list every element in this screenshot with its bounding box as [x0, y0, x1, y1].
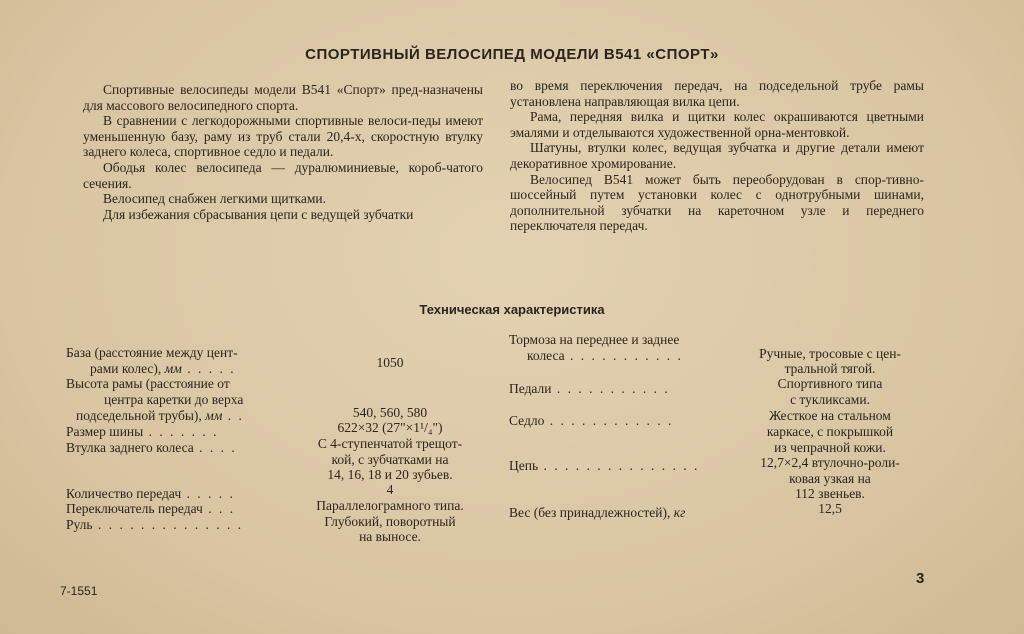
spec-brakes-label: Тормоза на переднее и заднее: [509, 332, 680, 347]
spec-chain-label: Цепь . . . . . . . . . . . . . . .: [509, 458, 700, 473]
spec-weight-label: Вес (без принадлежностей), кг: [509, 505, 686, 520]
spec-bar-label: Руль . . . . . . . . . . . . . .: [66, 517, 244, 532]
paragraph: во время переключения передач, на подседельной трубе рамы установлена направляющая вилка цепи.: [510, 78, 924, 109]
spec-gears-label: Количество передач . . . . .: [66, 486, 235, 501]
right-text-column: [510, 78, 924, 234]
page-number: 3: [916, 570, 925, 587]
paragraph: Велосипед снабжен легкими щитками.: [103, 191, 327, 207]
paragraph: Рама, передняя вилка и щитки колес окрашиваются цветными эмалями и отделываются художественной орна-ментовкой.: [510, 109, 924, 140]
spec-base-value: 1050: [376, 355, 404, 370]
specs-title: Техническая характеристика: [419, 302, 605, 317]
spec-chain-value-cont: ковая узкая на: [789, 471, 871, 486]
spec-chain-value: 12,7×2,4 втулочно-роли-: [760, 455, 900, 470]
spec-saddle-value: Жесткое на стальном: [769, 408, 891, 423]
spec-brakes-label-cont: колеса . . . . . . . . . . .: [527, 348, 683, 363]
spec-base-label: База (расстояние между цент-: [66, 345, 238, 360]
spec-frame-value: 540, 560, 580: [352, 405, 428, 420]
spec-saddle-value-cont: из чепрачной кожи.: [774, 440, 886, 455]
spec-brakes-value-cont: тральной тягой.: [784, 361, 876, 376]
paragraph: Велосипед В541 может быть переоборудован в спор-тивно-шоссейный путем установки колес с однотрубными шинами, дополнительной зубчатки на кареточном узле и переднего переключателя передач.: [510, 171, 924, 234]
spec-base-unit: мм: [164, 361, 182, 376]
spec-weight-unit: кг: [673, 505, 686, 520]
paragraph: Для избежания сбрасывания цепи с ведущей зубчатки: [103, 206, 414, 222]
spec-shifter-label: Переключатель передач . . .: [66, 501, 236, 516]
paragraph: Ободья колес велосипеда — дуралюминиевые, короб-чатого сечения.: [83, 159, 483, 191]
spec-saddle-value-cont: каркасе, с покрышкой: [766, 424, 894, 439]
spec-frame-label: Высота рамы (расстояние от: [66, 376, 230, 391]
page-title: СПОРТИВНЫЙ ВЕЛОСИПЕД МОДЕЛИ В541 «СПОРТ»: [305, 46, 719, 63]
print-code: 7-1551: [60, 584, 98, 598]
spec-bar-value-cont: на выносе.: [359, 529, 421, 544]
spec-pedals-value-cont: с тукликсами.: [790, 392, 870, 407]
spec-shifter-value: Параллелограмного типа.: [316, 498, 464, 513]
spec-frame-label-cont: подседельной трубы), мм . .: [76, 408, 244, 423]
spec-weight-value: 12,5: [818, 501, 842, 516]
spec-gears-value: 4: [386, 482, 394, 497]
paragraph: Спортивные велосипеды модели В541 «Спорт» пред-назначены для массового велосипедного спорта.: [83, 82, 483, 113]
paragraph: В сравнении с легкодорожными спортивные велоси-педы имеют уменьшенную базу, раму из труб стали 20,4-х, скоростную втулку заднего колеса, спортивное седло и педали.: [83, 113, 483, 160]
spec-frame-label-cont: центра каретки до верха: [104, 392, 244, 407]
spec-hub-value-cont: кой, с зубчатками на: [331, 452, 449, 467]
spec-tire-label: Размер шины . . . . . . .: [66, 424, 219, 439]
spec-brakes-value: Ручные, тросовые с цен-: [759, 346, 901, 361]
spec-bar-value: Глубокий, поворотный: [324, 514, 456, 529]
spec-saddle-label: Седло . . . . . . . . . . . .: [509, 413, 674, 428]
spec-hub-value: С 4-ступенчатой трещот-: [317, 436, 463, 451]
spec-frame-unit: мм: [205, 408, 223, 423]
spec-tire-value: 622×32 (27"×1¹/₄"): [337, 420, 443, 435]
spec-pedals-label: Педали . . . . . . . . . . .: [509, 381, 670, 396]
spec-hub-value-cont: 14, 16, 18 и 20 зубьев.: [327, 467, 453, 482]
spec-pedals-value: Спортивного типа: [777, 376, 883, 391]
paragraph: Шатуны, втулки колес, ведущая зубчатка и другие детали имеют декоративное хромирование.: [510, 140, 924, 171]
spec-chain-value-cont: 112 звеньев.: [795, 486, 865, 501]
left-text-column: [83, 82, 483, 222]
spec-hub-label: Втулка заднего колеса . . . .: [66, 440, 237, 455]
spec-base-label-cont: рами колес), мм . . . . .: [90, 361, 236, 376]
